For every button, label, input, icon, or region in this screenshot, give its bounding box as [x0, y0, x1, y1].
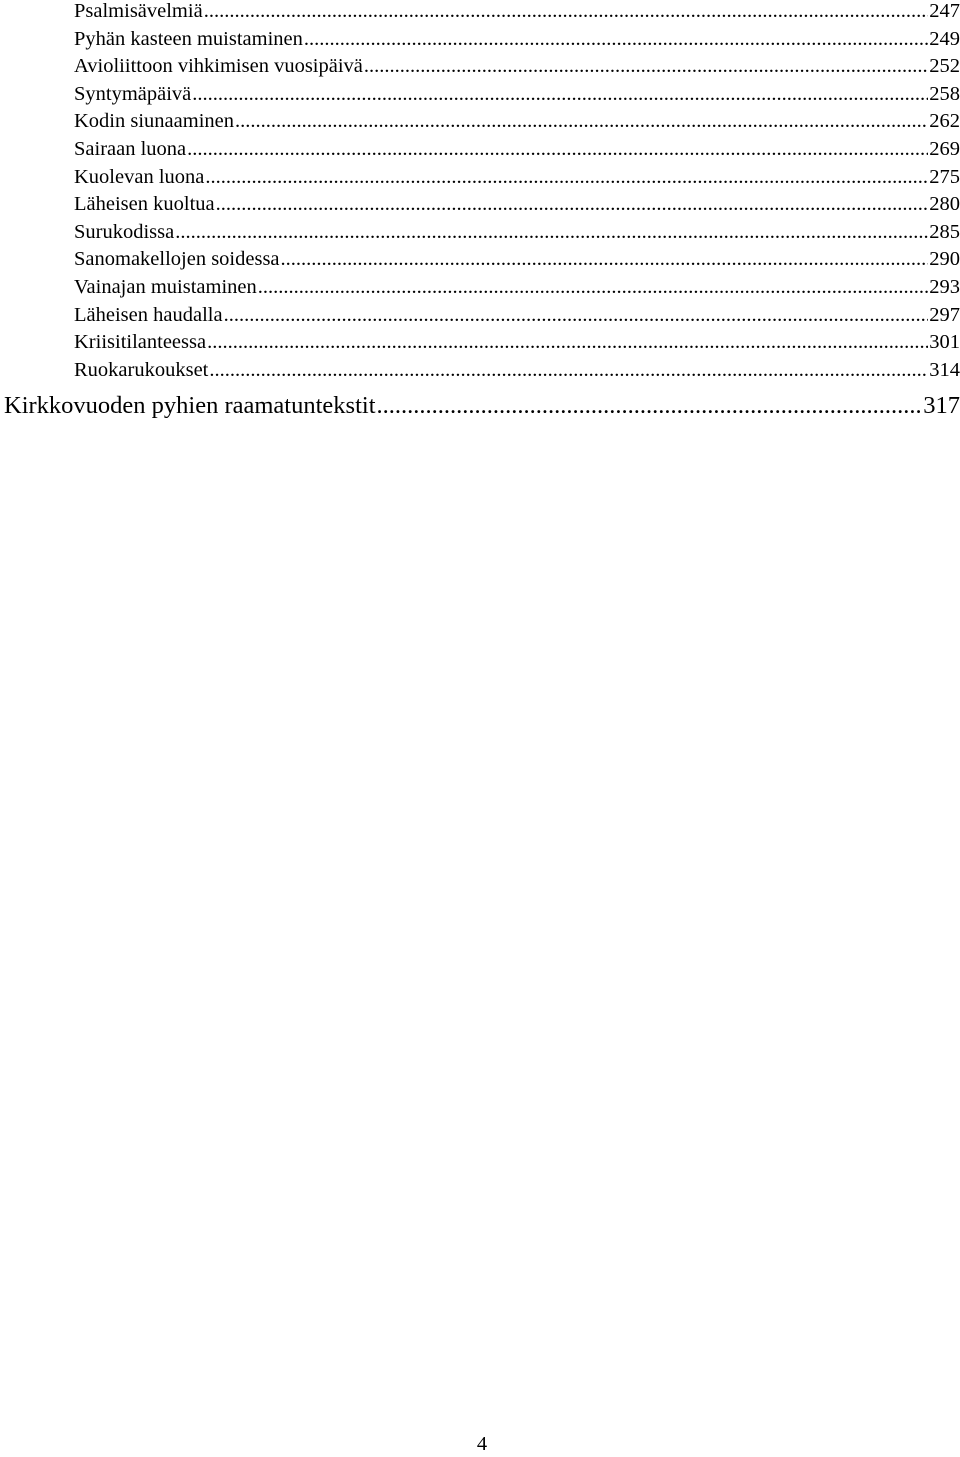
- toc-entry[interactable]: [0, 329, 960, 357]
- toc-entry[interactable]: [0, 302, 960, 330]
- toc-dot-leader: [187, 136, 928, 164]
- toc-entry-page: 301: [929, 331, 960, 354]
- toc-dot-leader: [207, 329, 928, 357]
- toc-dot-leader: [304, 26, 928, 54]
- toc-dot-leader: [209, 357, 928, 385]
- toc-dot-leader: [224, 302, 929, 330]
- toc-entry-page: 247: [929, 0, 960, 22]
- toc-entry[interactable]: [0, 164, 960, 192]
- toc-entry-page: 249: [929, 27, 960, 50]
- toc-entry-title: Psalmisävelmiä: [74, 0, 203, 22]
- toc-entry-page: 275: [929, 165, 960, 188]
- toc-entry-title: Kuolevan luona: [74, 165, 205, 188]
- toc-entry-title: Ruokarukoukset: [74, 358, 209, 381]
- toc-entry-title: Kriisitilanteessa: [74, 331, 207, 354]
- toc-dot-leader: [216, 191, 929, 219]
- toc-dot-leader: [235, 108, 928, 136]
- toc-dot-leader: [281, 246, 929, 274]
- toc-dot-leader: [204, 0, 929, 26]
- toc-entry-page: 293: [929, 275, 960, 298]
- toc-entry-page: 290: [929, 248, 960, 271]
- toc-entry[interactable]: [0, 53, 960, 81]
- toc-entry[interactable]: [0, 0, 960, 26]
- page-number: 4: [476, 1433, 488, 1455]
- toc-entry-page: 252: [929, 55, 960, 78]
- toc-entry-title: Sairaan luona: [74, 137, 187, 160]
- toc-entry[interactable]: [0, 81, 960, 109]
- toc-entry-page: 269: [929, 137, 960, 160]
- toc-entry-title: Syntymäpäivä: [74, 82, 192, 105]
- toc-entry[interactable]: [0, 274, 960, 302]
- toc-entry[interactable]: [0, 191, 960, 219]
- toc-dot-leader: [364, 53, 928, 81]
- toc-entry[interactable]: [0, 219, 960, 247]
- toc-entry-title: Läheisen kuoltua: [74, 193, 215, 216]
- toc-entry[interactable]: [0, 108, 960, 136]
- toc-entry-page: 262: [929, 110, 960, 133]
- toc-entry-title: Avioliittoon vihkimisen vuosipäivä: [74, 55, 363, 78]
- toc-entry[interactable]: [0, 246, 960, 274]
- toc-section-entry[interactable]: [0, 389, 960, 423]
- toc-entry-title: Kodin siunaaminen: [74, 110, 234, 133]
- toc-dot-leader: [205, 164, 928, 192]
- toc-dot-leader: [175, 219, 928, 247]
- toc-entry-page: 258: [929, 82, 960, 105]
- toc-entry-title: Vainajan muistaminen: [74, 275, 257, 298]
- toc-section-page: 317: [923, 392, 960, 420]
- toc-entry-page: 297: [929, 303, 960, 326]
- toc-dot-leader: [258, 274, 929, 302]
- toc-entry[interactable]: [0, 26, 960, 54]
- toc-entry[interactable]: [0, 357, 960, 385]
- toc-entry-page: 285: [929, 220, 960, 243]
- toc-dot-leader: [192, 81, 928, 109]
- toc-entry[interactable]: [0, 136, 960, 164]
- toc-section-title: Kirkkovuoden pyhien raamatuntekstit: [4, 392, 376, 420]
- toc-entry-page: 280: [929, 193, 960, 216]
- toc-entry-title: Sanomakellojen soidessa: [74, 248, 280, 271]
- toc-dot-leader: [377, 389, 923, 423]
- table-of-contents: [0, 0, 960, 423]
- toc-entry-title: Pyhän kasteen muistaminen: [74, 27, 303, 50]
- toc-entry-title: Läheisen haudalla: [74, 303, 223, 326]
- toc-entry-page: 314: [929, 358, 960, 381]
- toc-entry-title: Surukodissa: [74, 220, 175, 243]
